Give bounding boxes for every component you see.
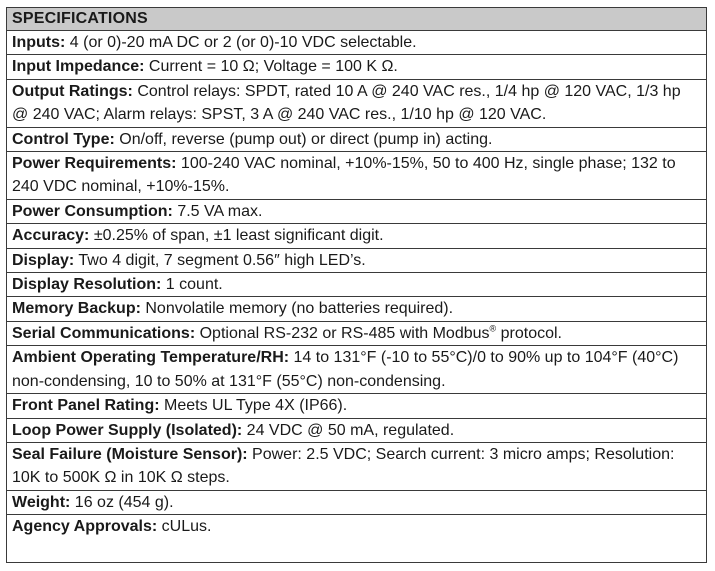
spec-row-ambient-temperature [7,346,706,394]
spec-row-inputs [7,31,706,55]
registered-mark: ® [489,323,497,334]
spec-row-memory-backup [7,297,706,321]
spec-row-seal-failure [7,443,706,491]
spec-label: Power Consumption: [12,202,173,220]
spec-value: Optional RS-232 or RS-485 with Modbus [195,324,490,342]
spec-label: Control Type: [12,130,115,148]
spec-value: cULus. [157,518,212,536]
spec-label: Display Resolution: [12,276,162,294]
specifications-table [6,7,707,563]
spec-label: Inputs: [12,34,66,51]
spec-value: 4 (or 0)-20 mA DC or 2 (or 0)-10 VDC selectable. [65,34,417,51]
spec-value: 1 count. [161,276,223,294]
spec-value: Current = 10 Ω; Voltage = 100 K Ω. [144,58,398,76]
spec-value: 24 VDC @ 50 mA, regulated. [242,421,455,439]
specifications-list [7,31,706,539]
spec-value: ±0.25% of span, ±1 least significant digit. [89,227,384,245]
spec-row-serial-communications [7,322,706,346]
spec-value: On/off, reverse (pump out) or direct (pump in) acting. [114,130,493,148]
spec-row-weight [7,491,706,515]
spec-row-power-consumption [7,200,706,224]
spec-value: 16 oz (454 g). [70,493,174,511]
spec-value: Control relays: SPDT, rated 10 A @ 240 VAC res., 1/4 hp @ 120 VAC, 1/3 hp @ 240 VAC; Alarm relays: SPST, 3 A @ 240 VAC res., 1/10 hp @ 120 VAC. [12,82,681,124]
spec-value: Two 4 digit, 7 segment 0.56″ high LED’s. [74,251,366,269]
spec-row-display [7,249,706,273]
spec-value: Power: 2.5 VDC; Search current: 3 micro amps; Resolution: 10K to 500K Ω in 10K Ω steps. [12,445,675,487]
spec-label: Display: [12,251,75,269]
spec-label: Output Ratings: [12,82,133,100]
spec-label: Ambient Operating Temperature/RH: [12,349,290,367]
spec-value: Nonvolatile memory (no batteries required). [140,300,454,318]
spec-row-control-type [7,128,706,152]
spec-label: Weight: [12,493,71,511]
spec-label: Front Panel Rating: [12,397,160,415]
spec-row-loop-power-supply [7,419,706,443]
specifications-header: SPECIFICATIONS [7,8,706,31]
spec-row-power-requirements [7,152,706,200]
spec-row-output-ratings [7,80,706,128]
spec-label: Memory Backup: [12,300,141,318]
spec-row-input-impedance [7,55,706,79]
spec-label: Seal Failure (Moisture Sensor): [12,445,248,463]
spec-label: Agency Approvals: [12,518,158,536]
spec-row-front-panel-rating [7,394,706,418]
spec-value: 7.5 VA max. [172,202,263,220]
spec-row-accuracy [7,224,706,248]
spec-label: Serial Communications: [12,324,196,342]
spec-label: Loop Power Supply (Isolated): [12,421,243,439]
spec-label: Power Requirements: [12,155,177,173]
spec-row-display-resolution [7,273,706,297]
spec-label: Input Impedance: [12,58,145,76]
spec-label: Accuracy: [12,227,90,245]
spec-row-agency-approvals [7,515,706,538]
spec-value: Meets UL Type 4X (IP66). [159,397,348,415]
spec-value: 100-240 VAC nominal, +10%-15%, 50 to 400 Hz, single phase; 132 to 240 VDC nominal, +10%-15%. [12,155,676,196]
spec-value: 14 to 131°F (-10 to 55°C)/0 to 90% up to 104°F (40°C) non-condensing, 10 to 50% at 131°F (55°C) non-condensing. [12,349,679,390]
spec-value-suffix: protocol. [496,324,562,342]
